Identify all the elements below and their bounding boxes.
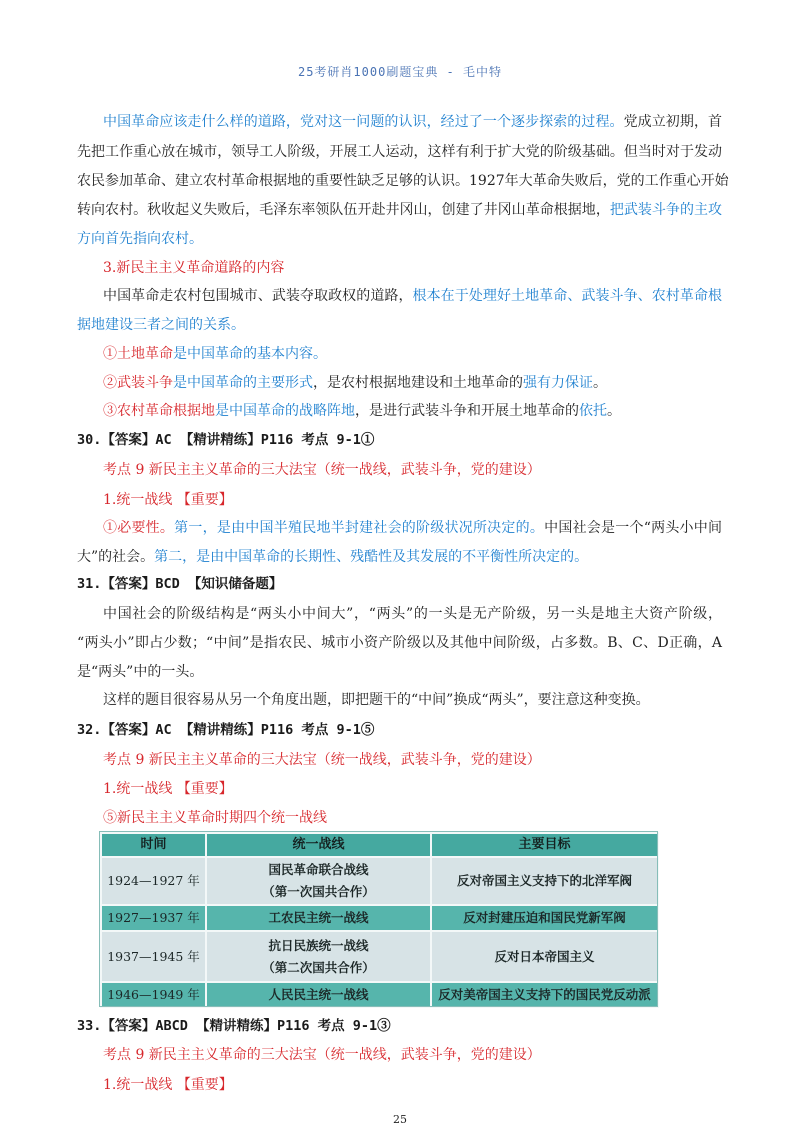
body-text: 农民参加革命、建立农村革命根据地的重要性缺乏足够的认识。1927年大革命失败后，党的工作重心开始	[77, 173, 729, 189]
col-header-time: 时间	[101, 833, 206, 857]
body-text: 中国革命走农村包围城市、武装夺取政权的道路，	[103, 288, 413, 304]
point-text: 。	[607, 403, 621, 419]
cell-front-name: 工农民主统一战线	[268, 910, 369, 925]
subheading-32: 1.统一战线 【重要】	[103, 781, 233, 797]
key-sentence: 第一，是由中国半殖民地半封建社会的阶级状况所决定的。	[174, 520, 545, 536]
tip-31: 这样的题目很容易从另一个角度出题，即把题干的“中间”换成“两头”，要注意这种变换。	[103, 692, 650, 708]
answer-32: 32.【答案】AC 【精讲精练】P116 考点 9-1⑤	[77, 722, 375, 738]
table-title: ⑤新民主主义革命时期四个统一战线	[103, 810, 327, 826]
cell-time: 1937—1945 年	[101, 931, 206, 982]
key-sentence: 第二，是由中国革命的长期性、残酷性及其发展的不平衡性所决定的。	[154, 549, 589, 565]
cell-goal: 反对美帝国主义支持下的国民党反动派	[431, 982, 658, 1007]
cell-front-note: （第一次国共合作）	[262, 884, 375, 899]
answer-33: 33.【答案】ABCD 【精讲精练】P116 考点 9-1③	[77, 1018, 391, 1034]
body-text: 大”的社会。	[77, 549, 155, 565]
answer-30: 30.【答案】AC 【精讲精练】P116 考点 9-1①	[77, 432, 375, 448]
body-text: 党成立初期，首	[623, 114, 723, 130]
cell-front-note: （第二次国共合作）	[262, 959, 375, 975]
point-label: ①必要性。	[103, 520, 175, 536]
necessity-line-2	[77, 545, 722, 569]
table-row	[101, 857, 658, 905]
cell-time: 1924—1927 年	[101, 857, 206, 905]
key-sentence: 方向首先指向农村。	[77, 231, 203, 247]
kaodian-33: 考点 9 新民主主义革命的三大法宝（统一战线，武装斗争，党的建设）	[103, 1047, 541, 1063]
point-key: 是中国革命的基本内容。	[173, 346, 327, 362]
cell-goal: 反对帝国主义支持下的北洋军阀	[431, 857, 658, 905]
table-row	[101, 931, 658, 982]
point-label: ②武装斗争	[103, 375, 173, 391]
page-number: 25	[393, 1113, 407, 1126]
body-text: 转向农村。秋收起义失败后，毛泽东率领队伍开赴井冈山，创建了井冈山革命根据地，	[77, 202, 610, 218]
running-header: 25考研肖1000刷题宝典 - 毛中特	[297, 65, 503, 79]
subheading-33: 1.统一战线 【重要】	[103, 1077, 233, 1093]
point-land-revolution	[103, 342, 722, 366]
point-text: ，是农村根据地建设和土地革命的	[313, 375, 523, 391]
explain-31-line-1: 中国社会的阶级结构是“两头小中间大”，“两头”的一头是无产阶级，另一头是地主大资产阶级，	[103, 606, 722, 622]
kaodian-32: 考点 9 新民主主义革命的三大法宝（统一战线，武装斗争，党的建设）	[103, 752, 541, 768]
point-label: ③农村革命根据地	[103, 403, 215, 419]
cell-front	[206, 982, 431, 1007]
cell-time: 1946—1949 年	[101, 982, 206, 1007]
col-header-front: 统一战线	[206, 833, 431, 857]
subheading-30: 1.统一战线 【重要】	[103, 492, 233, 508]
united-front-table-grid	[100, 832, 659, 1008]
united-front-table	[100, 832, 657, 1006]
explain-31-line-2: “两头小”即占少数；“中间”是指农民、城市小资产阶级以及其他中间阶级，占多数。B、C、D正确，A	[77, 635, 722, 651]
point-armed-struggle	[103, 371, 722, 395]
point-text: 。	[593, 375, 607, 391]
cell-goal: 反对日本帝国主义	[431, 931, 658, 982]
kaodian-30: 考点 9 新民主主义革命的三大法宝（统一战线，武装斗争，党的建设）	[103, 462, 541, 478]
intro-line-4	[77, 198, 722, 222]
answer-31: 31.【答案】BCD 【知识储备题】	[77, 576, 283, 592]
necessity-line-1	[103, 516, 722, 540]
key-sentence: 根本在于处理好土地革命、武装斗争、农村革命根	[412, 288, 723, 304]
point-key: 是中国革命的主要形式	[173, 375, 313, 391]
cell-front-name: 抗日民族统一战线	[268, 937, 369, 953]
cell-front	[206, 905, 431, 931]
intro-line-3	[77, 169, 729, 193]
key-sentence: 中国革命应该走什么样的道路，党对这一问题的认识，经过了一个逐步探索的过程。	[103, 114, 624, 130]
cell-front	[206, 857, 431, 905]
table-row	[101, 982, 658, 1007]
path-content-line-2	[77, 313, 722, 337]
cell-time: 1927—1937 年	[101, 905, 206, 931]
point-text: ，是进行武装斗争和开展土地革命的	[355, 403, 579, 419]
body-text: 先把工作重心放在城市，领导工人阶级，开展工人运动，这样有利于扩大党的阶级基础。但当时对于发动	[77, 144, 722, 160]
point-key: 是中国革命的战略阵地	[215, 403, 355, 419]
col-header-goal: 主要目标	[431, 833, 658, 857]
table-row	[101, 905, 658, 931]
body-text: 中国社会是一个“两头小中间	[544, 520, 723, 536]
intro-line-2	[77, 140, 722, 164]
point-label: ①土地革命	[103, 346, 173, 362]
cell-front-name: 国民革命联合战线	[268, 862, 369, 877]
path-content-line-1	[103, 284, 722, 308]
explain-31-line-3: 是“两头”中的一头。	[77, 664, 204, 680]
key-sentence: 把武装斗争的主攻	[609, 202, 722, 218]
point-key: 依托	[579, 403, 607, 419]
cell-front-name: 人民民主统一战线	[268, 986, 369, 1002]
section-heading-3: 3.新民主主义革命道路的内容	[103, 260, 285, 276]
point-key: 强有力保证	[523, 375, 593, 391]
key-sentence: 据地建设三者之间的关系。	[77, 317, 245, 333]
intro-line-5	[77, 227, 722, 251]
cell-front	[206, 931, 431, 982]
table-header-row	[101, 833, 658, 857]
intro-line-1	[103, 110, 722, 134]
cell-goal: 反对封建压迫和国民党新军阀	[431, 905, 658, 931]
point-base-areas	[103, 399, 722, 423]
